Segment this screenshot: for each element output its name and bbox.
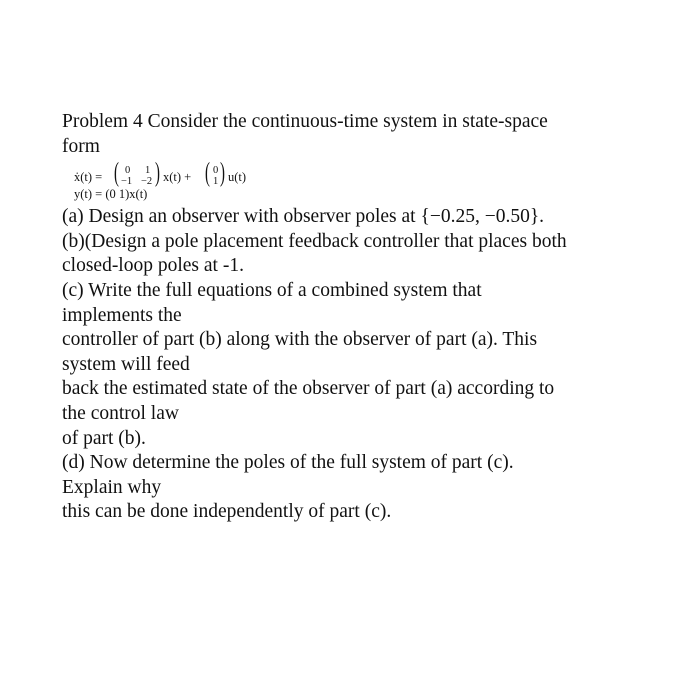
problem-heading-line-2: form [62, 135, 100, 157]
part-d-text-line-2: Explain why [62, 476, 162, 498]
part-d-text-line-3: this can be done independently of part (c). [62, 501, 392, 523]
part-c-text-line-3: controller of part (b) along with the observer of part (a). This [62, 329, 538, 351]
state-equation-mid: x(t) + [163, 170, 192, 185]
part-c-text-line-6: the control law [62, 402, 179, 424]
matrix-a-cell-12: 1 [145, 165, 151, 177]
matrix-a-cell-11: 0 [125, 165, 131, 177]
state-equation-rhs: u(t) [228, 170, 247, 185]
part-a-text: (a) Design an observer with observer poles at {−0.25, −0.50}. [62, 206, 545, 228]
output-equation: y(t) = (0 1)x(t) [74, 187, 148, 202]
matrix-a-cell-22: −2 [141, 176, 153, 188]
part-c-text-line-5: back the estimated state of the observer of part (a) according to [62, 378, 555, 400]
matrix-left-paren: ( [114, 157, 119, 188]
state-equation-lhs: ẋ(t) = [74, 170, 103, 185]
matrix-right-paren: ) [155, 157, 160, 188]
problem-document [62, 110, 652, 525]
part-c-text-line-2: implements the [62, 304, 182, 326]
part-b-text-line-1: (b)(Design a pole placement feedback controller that places both [62, 230, 567, 252]
vector-b-cell-1: 0 [213, 165, 219, 177]
part-c-text-line-4: system will feed [62, 353, 190, 375]
vector-b-cell-2: 1 [213, 176, 219, 188]
part-c-text-line-7: of part (b). [62, 427, 146, 449]
part-c-text-line-1: (c) Write the full equations of a combined system that [62, 279, 482, 301]
matrix-a-cell-21: −1 [121, 176, 133, 188]
part-b-text-line-2: closed-loop poles at -1. [62, 255, 244, 277]
problem-heading-line-1: Problem 4 Consider the continuous-time system in state-space [62, 111, 548, 132]
part-d-text-line-1: (d) Now determine the poles of the full system of part (c). [62, 452, 514, 474]
state-space-equations [62, 159, 652, 205]
vector-right-paren: ) [220, 157, 225, 188]
vector-left-paren: ( [205, 157, 210, 188]
